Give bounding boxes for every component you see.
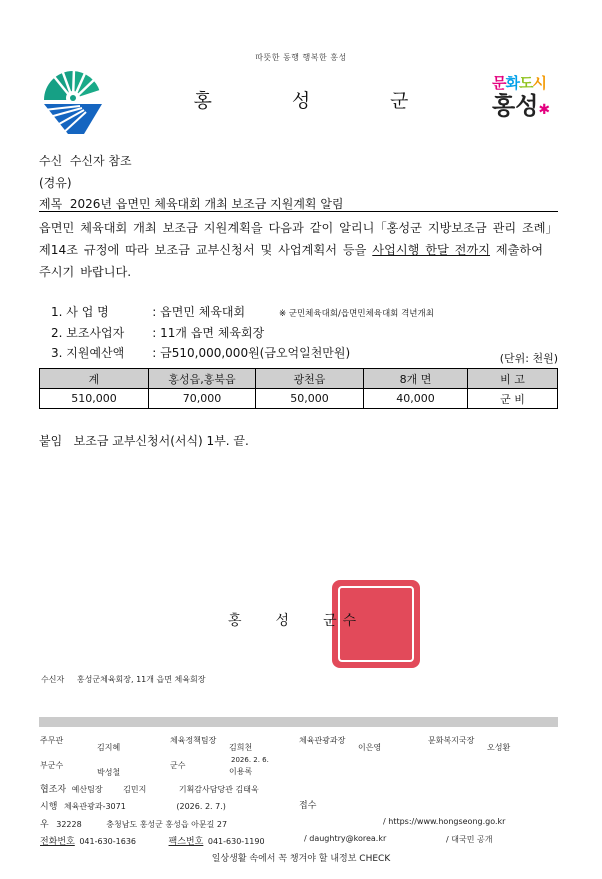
item-budget: 3. 지원예산액 : 금510,000,000원(금오억일천만원) (51, 346, 351, 360)
website-link[interactable]: / https://www.hongseong.go.kr (383, 817, 506, 826)
address-line: 우 32228 충청남도 홍성군 홍성읍 아문길 27 (40, 820, 228, 830)
attachment-line: 붙임 보조금 교부신청서(서식) 1부. 끝. (39, 434, 249, 448)
subject-divider (39, 211, 558, 212)
approval-date: 2026. 2. 6. (231, 756, 269, 764)
item-grantee: 2. 보조사업자 : 11개 읍면 체육회장 (51, 326, 265, 340)
table-header-row: 계 홍성읍,홍북읍 광천읍 8개 면 비 고 (40, 369, 558, 389)
slogan: 따뜻한 동행 행복한 홍성 (255, 53, 347, 62)
approver-title: 주무관 (40, 736, 64, 745)
contact-line: 전화번호 041-630-1636 팩스번호 041-630-1190 (40, 837, 265, 847)
via-line: (경유) (39, 176, 72, 190)
approver-name: 이은영 (358, 743, 382, 752)
table-row: 510,000 70,000 50,000 40,000 군 비 (40, 389, 558, 409)
footer-slogan: 일상생활 속에서 꼭 챙겨야 할 내정보 CHECK (211, 854, 391, 864)
body-paragraph: 읍면민 체육대회 개최 보조금 지원계획을 다음과 같이 알리니「홍성군 지방보조금 관리 조례」제14조 규정에 따라 보조금 교부신청서 및 사업계획서 등을 사업시행 한달 전까지 제출하여 주시기 바랍니다. (39, 221, 558, 279)
approver-name: 김지혜 (97, 743, 121, 752)
culture-city-logo: 문화도시 홍성✱ (492, 74, 551, 120)
cooperation-line: 협조자 예산팀장 김민지 기획감사담당관 김태욱 (40, 785, 259, 795)
approver-name: 김희천 (229, 743, 253, 752)
signature-name: 홍 성 군 수 (228, 613, 357, 629)
budget-table (39, 368, 558, 409)
approver-title: 군수 (170, 761, 186, 770)
receipt-label: 접수 (299, 801, 317, 811)
recipients-line: 수신자 홍성군체육회장, 11개 읍면 체육회장 (41, 675, 206, 684)
disclosure-status: / 대국민 공개 (446, 835, 493, 844)
approver-title: 부군수 (40, 761, 64, 770)
org-title: 홍 성 군 (193, 90, 409, 112)
approver-name: 박성철 (97, 768, 121, 777)
approver-name: 오성환 (487, 743, 511, 752)
approver-name: 이용록 (229, 767, 253, 776)
recipient-line: 수신 수신자 참조 (39, 154, 132, 168)
email-link[interactable]: / daughtry@korea.kr (304, 834, 387, 843)
item-project-name: 1. 사 업 명 : 읍면민 체육대회 ※ 군민체육대회/읍면민체육대회 격년개최 (51, 305, 434, 319)
unit-note: (단위: 천원) (499, 352, 558, 365)
approver-title: 문화복지국장 (428, 736, 475, 745)
subject-line: 제목 2026년 읍면민 체육대회 개최 보조금 지원계획 알림 (39, 197, 344, 211)
enforcement-line: 시행 체육관광과-3071 (2026. 2. 7.) (40, 802, 226, 812)
footer-divider-bar (39, 717, 558, 727)
approver-title: 체육관광과장 (299, 736, 346, 745)
approver-title: 체육정책팀장 (170, 736, 217, 745)
